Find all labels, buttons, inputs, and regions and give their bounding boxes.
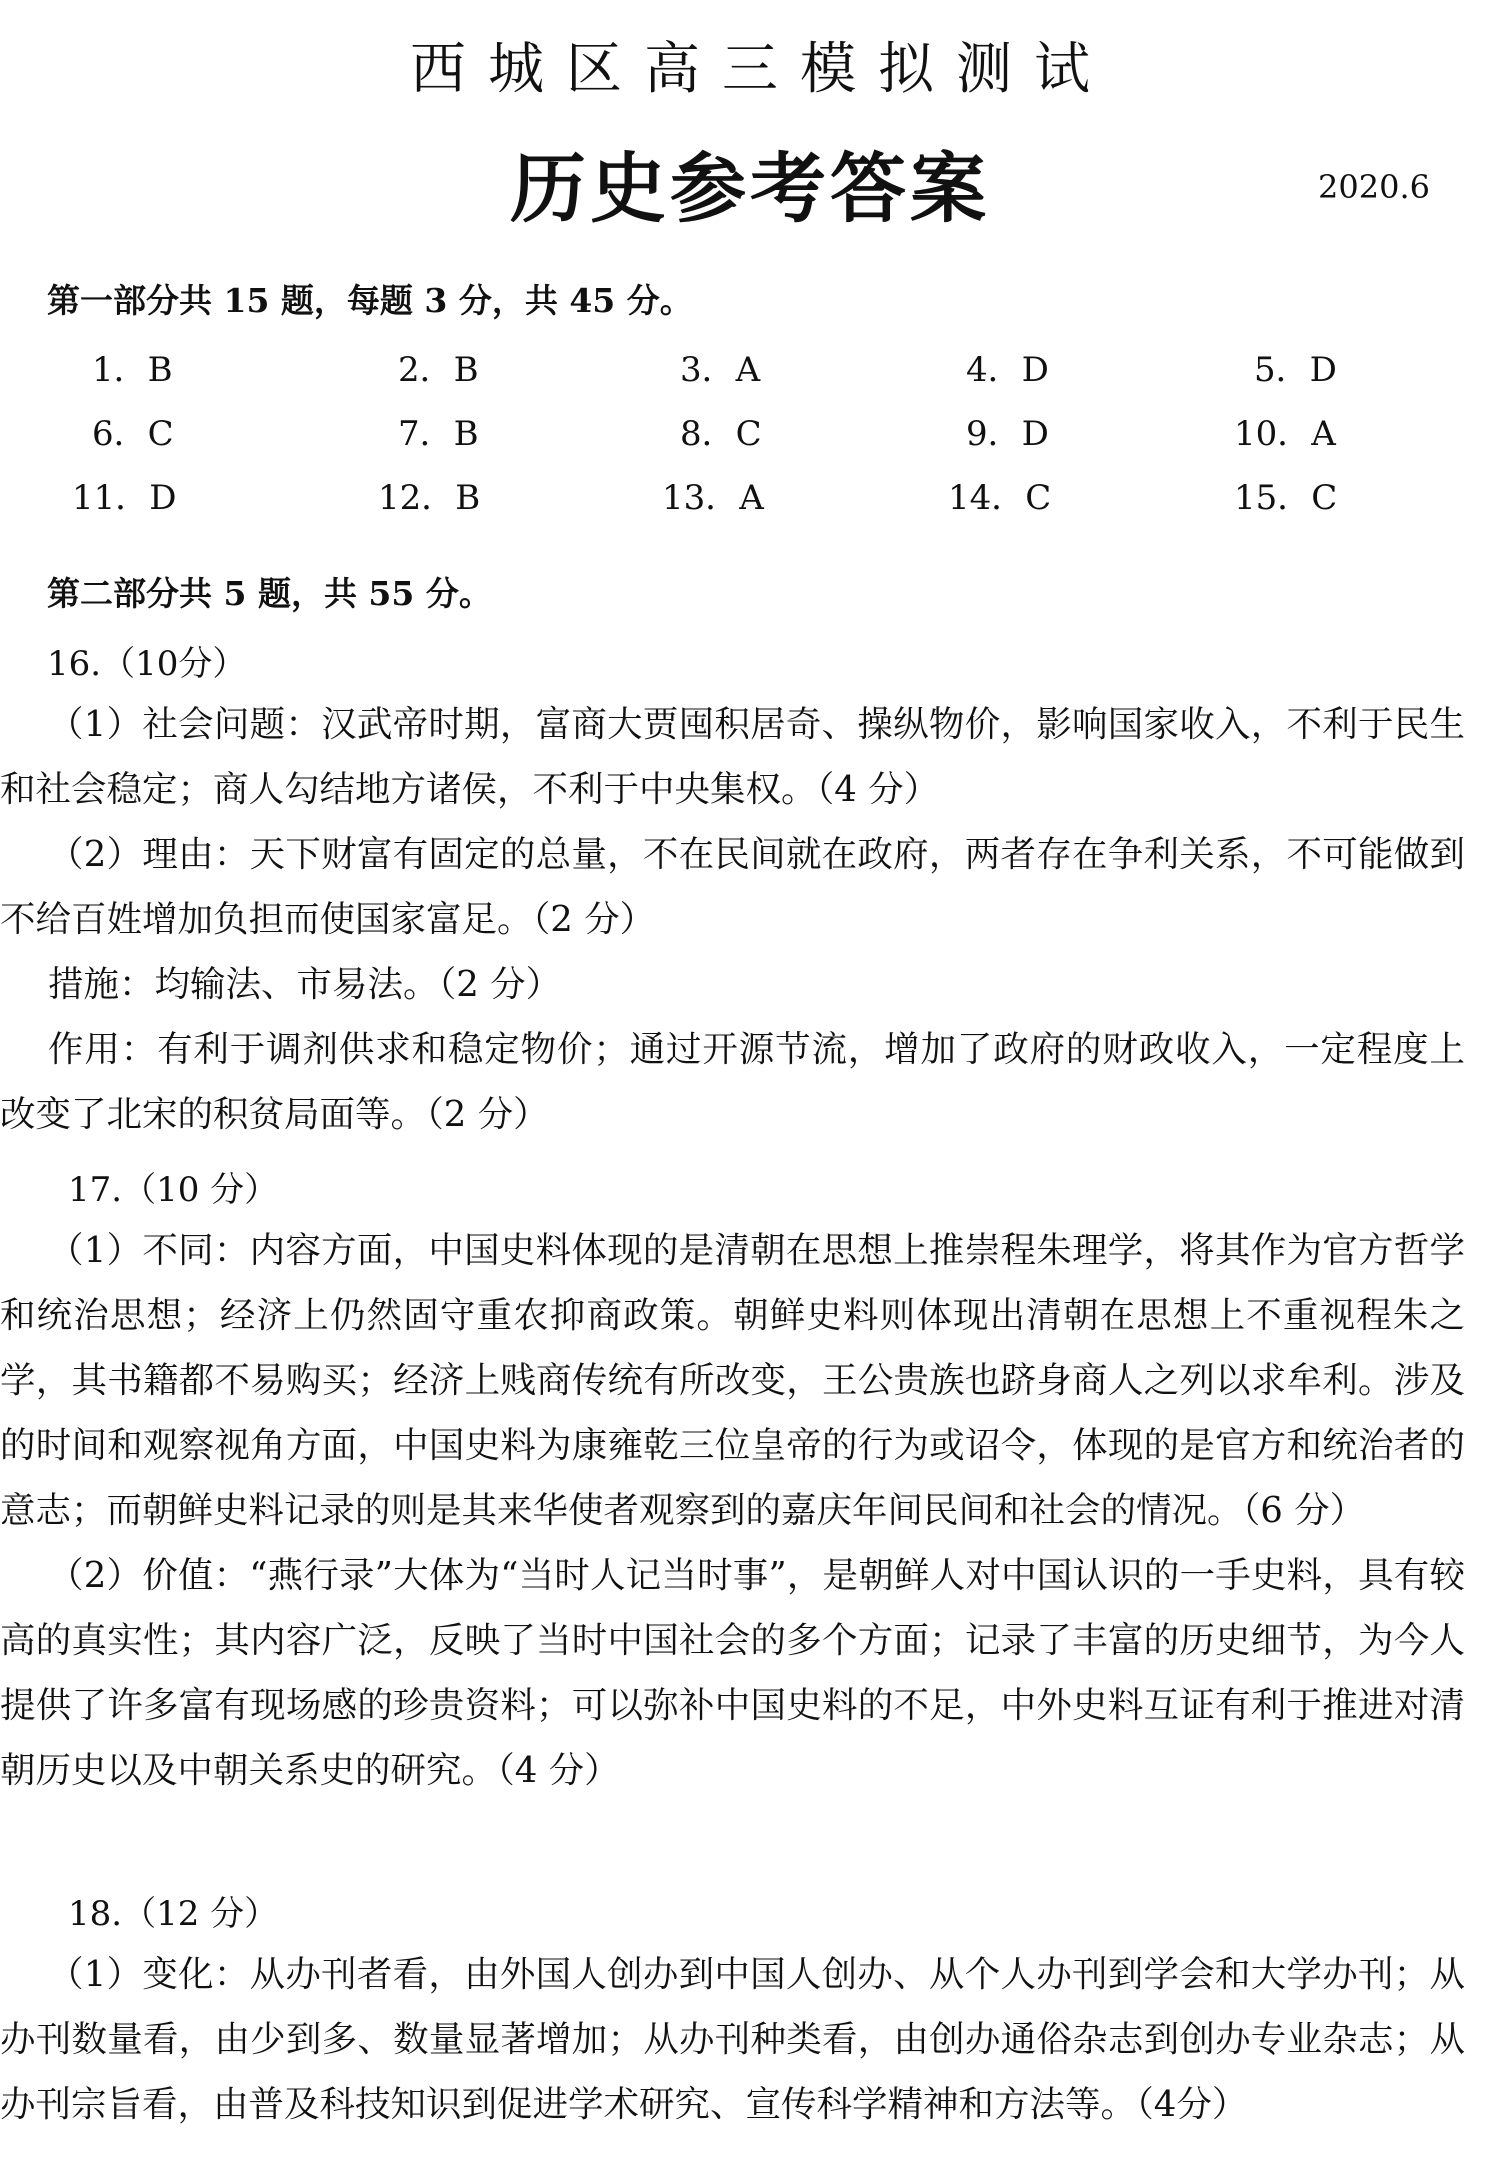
q16-part2: （2）理由：天下财富有固定的总量，不在民间就在政府，两者存在争利关系，不可能做到不给百姓增加负担而使国家富足。（2 分） [0, 834, 1465, 940]
q17-part2: （2）价值：“燕行录”大体为“当时人记当时事”，是朝鲜人对中国认识的一手史料，具有较高的真实性；其内容广泛，反映了当时中国社会的多个方面；记录了丰富的历史细节，为今人提供了许多富有现场感的珍贵资料；可以弥补中国史料的不足，中外史料互证有利于推进对清朝历史以及中朝关系史的研究。（4 分） [0, 1555, 1465, 1791]
mcq-answer: 12．B [378, 478, 481, 518]
mcq-answer: 3．A [680, 350, 761, 390]
document-title: 历史参考答案 [510, 144, 990, 233]
q18-answer [0, 1942, 1465, 2137]
mcq-answer: 6．C [92, 414, 174, 454]
q18-heading: 18.（12 分） [68, 1894, 279, 1934]
mcq-answer: 4．D [966, 350, 1049, 390]
mcq-answer: 8．C [680, 414, 762, 454]
part1-heading: 第一部分共 15 题，每题 3 分，共 45 分。 [47, 281, 693, 320]
mcq-answer: 10．A [1234, 414, 1336, 454]
document-date: 2020.6 [1318, 168, 1430, 206]
q16-effects: 作用：有利于调剂供求和稳定物价；通过开源节流，增加了政府的财政收入，一定程度上改变了北宋的积贫局面等。（2 分） [0, 1029, 1465, 1135]
mcq-answer: 1．B [92, 350, 173, 390]
q16-measures: 措施：均输法、市易法。（2 分） [48, 964, 562, 1005]
mcq-answer: 14．C [948, 478, 1052, 518]
q17-part1: （1）不同：内容方面，中国史料体现的是清朝在思想上推崇程朱理学，将其作为官方哲学和统治思想；经济上仍然固守重农抑商政策。朝鲜史料则体现出清朝在思想上不重视程朱之学，其书籍都不易购买；经济上贱商传统有所改变，王公贵族也跻身商人之列以求牟利。涉及的时间和观察视角方面，中国史料为康雍乾三位皇帝的行为或诏令，体现的是官方和统治者的意志；而朝鲜史料记录的则是其来华使者观察到的嘉庆年间民间和社会的情况。（6 分） [0, 1230, 1465, 1531]
q18-part1: （1）变化：从办刊者看，由外国人创办到中国人创办、从个人办刊到学会和大学办刊；从办刊数量看，由少到多、数量显著增加；从办刊种类看，由创办通俗杂志到创办专业杂志；从办刊宗旨看，由普及科技知识到促进学术研究、宣传科学精神和方法等。（4分） [0, 1954, 1465, 2125]
mcq-answer: 2．B [398, 350, 479, 390]
part2-heading: 第二部分共 5 题，共 55 分。 [47, 574, 492, 613]
q17-heading: 17.（10 分） [68, 1170, 279, 1210]
mcq-answer-grid [0, 342, 1500, 534]
mcq-row [0, 342, 1500, 406]
mcq-answer: 11．D [72, 478, 177, 518]
q17-answer [0, 1218, 1465, 1803]
mcq-answer: 9．D [966, 414, 1049, 454]
q16-part1: （1）社会问题：汉武帝时期，富商大贾囤积居奇、操纵物价，影响国家收入，不利于民生和社会稳定；商人勾结地方诸侯，不利于中央集权。（4 分） [0, 704, 1465, 810]
mcq-answer: 5．D [1254, 350, 1337, 390]
mcq-answer: 7．B [398, 414, 479, 454]
q16-heading: 16.（10分） [47, 644, 247, 684]
mcq-answer: 13．A [662, 478, 764, 518]
q16-answer [0, 692, 1465, 1147]
mcq-row [0, 470, 1500, 534]
mcq-answer: 15．C [1234, 478, 1338, 518]
mcq-row [0, 406, 1500, 470]
exam-title: 西城区高三模拟测试 [410, 37, 1112, 102]
